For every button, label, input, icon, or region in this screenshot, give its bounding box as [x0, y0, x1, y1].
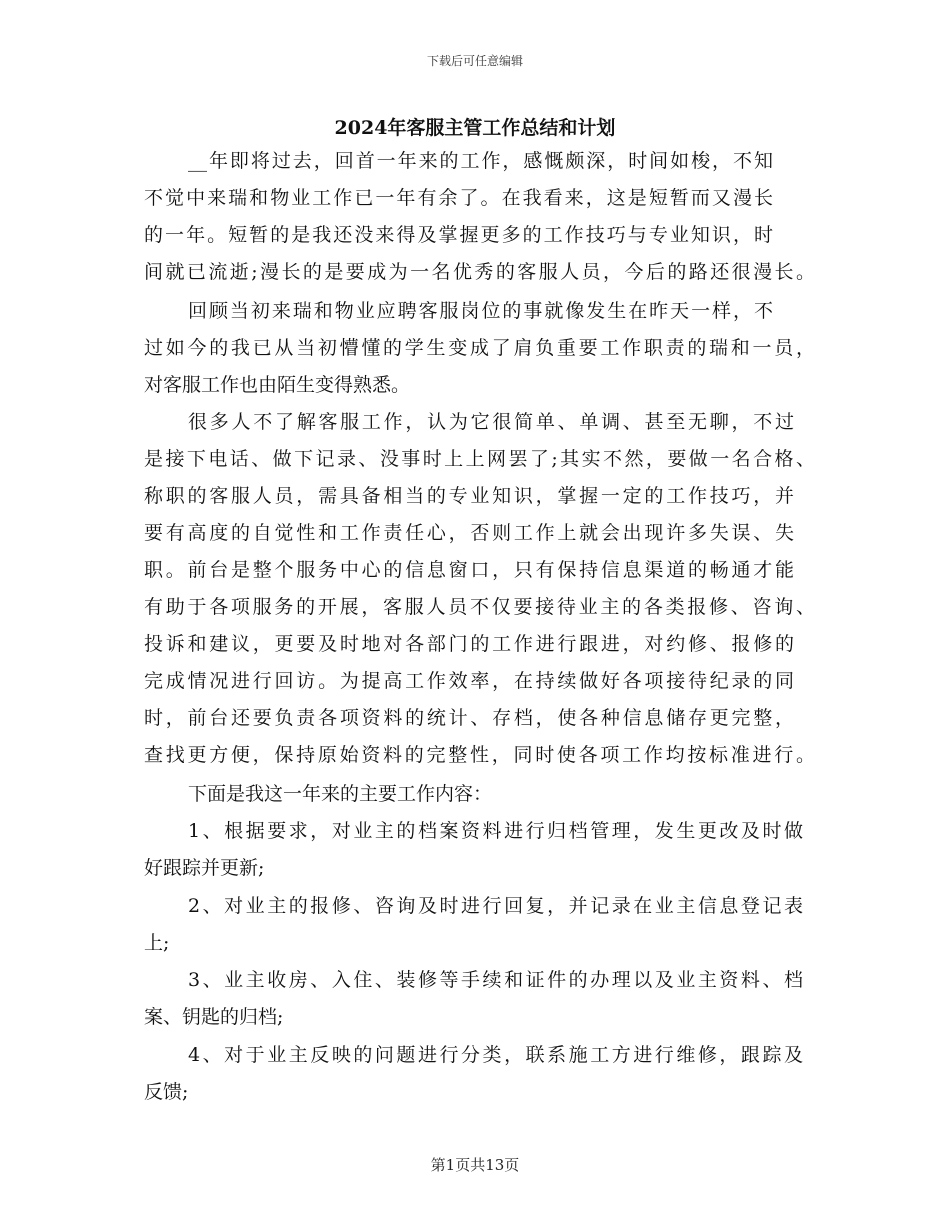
- paragraph-line: 的一年。短暂的是我还没来得及掌握更多的工作技巧与专业知识，时: [144, 224, 773, 246]
- list-item-line: 案、钥匙的归档;: [144, 1006, 284, 1028]
- paragraph-line: 很多人不了解客服工作，认为它很简单、单调、甚至无聊，不过: [188, 411, 794, 433]
- list-item-line: 4、对于业主反映的问题进行分类，联系施工方进行维修，跟踪及: [188, 1044, 803, 1066]
- paragraph-line: 过如今的我已从当初懵懂的学生变成了肩负重要工作职责的瑞和一员，: [144, 337, 815, 359]
- paragraph-line: 查找更方便，保持原始资料的完整性，同时使各项工作均按标准进行。: [144, 744, 815, 766]
- document-title: 2024年客服主管工作总结和计划: [334, 117, 616, 139]
- paragraph-line: 有助于各项服务的开展，客服人员不仅要接待业主的各类报修、咨询、: [144, 596, 815, 618]
- list-item-line: 1、根据要求，对业主的档案资料进行归档管理，发生更改及时做: [188, 820, 803, 842]
- paragraph-line: 回顾当初来瑞和物业应聘客服岗位的事就像发生在昨天一样，不: [188, 300, 773, 322]
- list-item-line: 3、业主收房、入住、装修等手续和证件的办理以及业主资料、档: [188, 969, 803, 991]
- list-item-line: 好跟踪并更新;: [144, 857, 265, 879]
- paragraph-line: 是接下电话、做下记录、没事时上上网罢了;其实不然，要做一名合格、: [144, 448, 815, 470]
- paragraph-line: 职。前台是整个服务中心的信息窗口，只有保持信息渠道的畅通才能: [144, 559, 794, 581]
- list-item-line: 反馈;: [144, 1081, 189, 1103]
- paragraph-line: 对客服工作也由陌生变得熟悉。: [144, 374, 411, 396]
- paragraph-line: 不觉中来瑞和物业工作已一年有余了。在我看来，这是短暂而又漫长: [144, 187, 773, 209]
- paragraph-line: 称职的客服人员，需具备相当的专业知识，掌握一定的工作技巧，并: [144, 485, 794, 507]
- paragraph-line: 时，前台还要负责各项资料的统计、存档，使各种信息储存更完整，: [144, 707, 794, 729]
- paragraph-line: 投诉和建议，更要及时地对各部门的工作进行跟进，对约修、报修的: [144, 633, 794, 655]
- paragraph-line: 间就已流逝;漫长的是要成为一名优秀的客服人员，今后的路还很漫长。: [144, 261, 815, 283]
- list-item-line: 上;: [144, 932, 170, 954]
- page-number: 第1页共13页: [430, 1156, 520, 1174]
- page-header: 下载后可任意编辑: [426, 54, 523, 68]
- paragraph-line: 要有高度的自觉性和工作责任心，否则工作上就会出现许多失误、失: [144, 522, 794, 544]
- paragraph-line: 下面是我这一年来的主要工作内容：: [188, 783, 493, 805]
- paragraph-line: 完成情况进行回访。为提高工作效率，在持续做好各项接待纪录的同: [144, 670, 794, 692]
- paragraph-line: __年即将过去，回首一年来的工作，感慨颇深，时间如梭，不知: [188, 150, 773, 172]
- list-item-line: 2、对业主的报修、咨询及时进行回复，并记录在业主信息登记表: [188, 895, 803, 917]
